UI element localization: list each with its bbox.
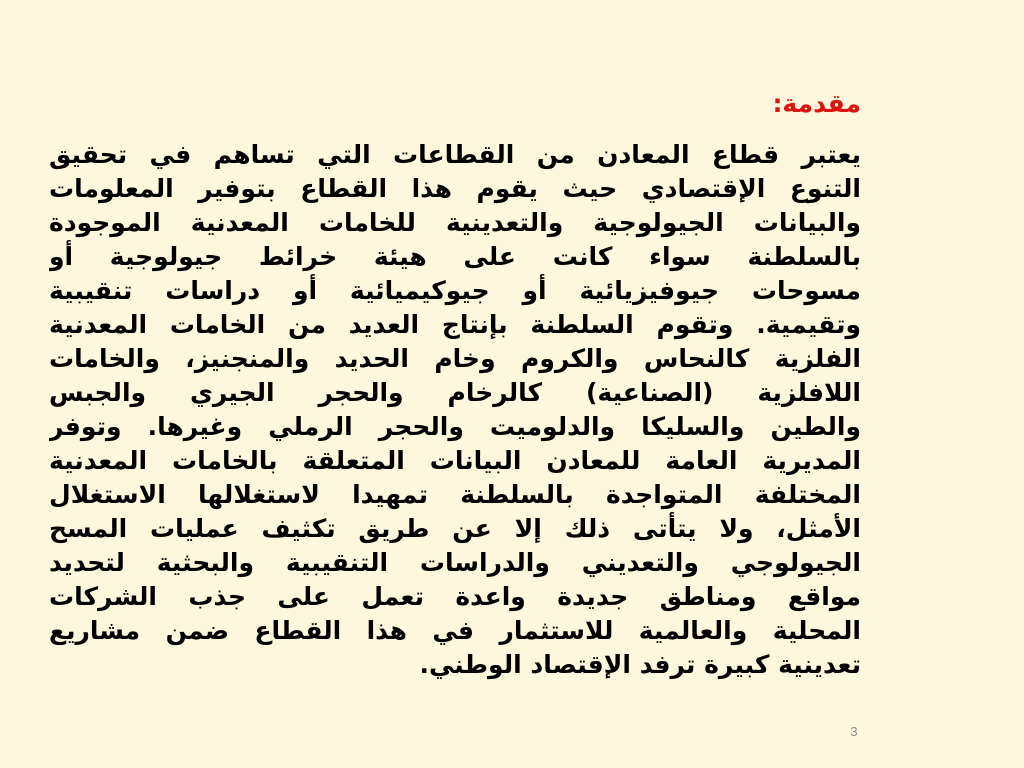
body-line: اللافلزية (الصناعية) كالرخام والحجر الجيري والجبس bbox=[49, 378, 861, 407]
body-line: التنوع الإقتصادي حيث يقوم هذا القطاع بتوفير المعلومات bbox=[49, 174, 861, 203]
body-line: والبيانات الجيولوجية والتعدينية للخامات المعدنية الموجودة bbox=[49, 208, 861, 237]
slide-body-text bbox=[49, 138, 861, 682]
body-line: مسوحات جيوفيزيائية أو جيوكيميائية أو دراسات تنقيبية bbox=[49, 276, 861, 305]
body-line: المحلية والعالمية للاستثمار في هذا القطاع ضمن مشاريع bbox=[49, 616, 861, 645]
body-line: الأمثل، ولا يتأتى ذلك إلا عن طريق تكثيف عمليات المسح bbox=[49, 514, 861, 543]
slide-title: مقدمة: bbox=[772, 89, 861, 118]
body-line: وتقيمية. وتقوم السلطنة بإنتاج العديد من الخامات المعدنية bbox=[49, 310, 861, 339]
body-line: تعدينية كبيرة ترفد الإقتصاد الوطني. bbox=[419, 650, 861, 679]
body-line: مواقع ومناطق جديدة واعدة تعمل على جذب الشركات bbox=[49, 582, 861, 611]
body-line: يعتبر قطاع المعادن من القطاعات التي تساهم في تحقيق bbox=[49, 140, 861, 169]
body-line: والطين والسليكا والدلوميت والحجر الرملي وغيرها. وتوفر bbox=[49, 412, 861, 441]
body-line: الجيولوجي والتعديني والدراسات التنقيبية والبحثية لتحديد bbox=[49, 548, 861, 577]
body-line: بالسلطنة سواء كانت على هيئة خرائط جيولوجية أو bbox=[49, 242, 861, 271]
body-line: الفلزية كالنحاس والكروم وخام الحديد والمنجنيز، والخامات bbox=[49, 344, 861, 373]
body-line: المديرية العامة للمعادن البيانات المتعلقة بالخامات المعدنية bbox=[49, 446, 861, 475]
body-line: المختلفة المتواجدة بالسلطنة تمهيدا لاستغلالها الاستغلال bbox=[49, 480, 861, 509]
page-number: 3 bbox=[850, 724, 858, 739]
